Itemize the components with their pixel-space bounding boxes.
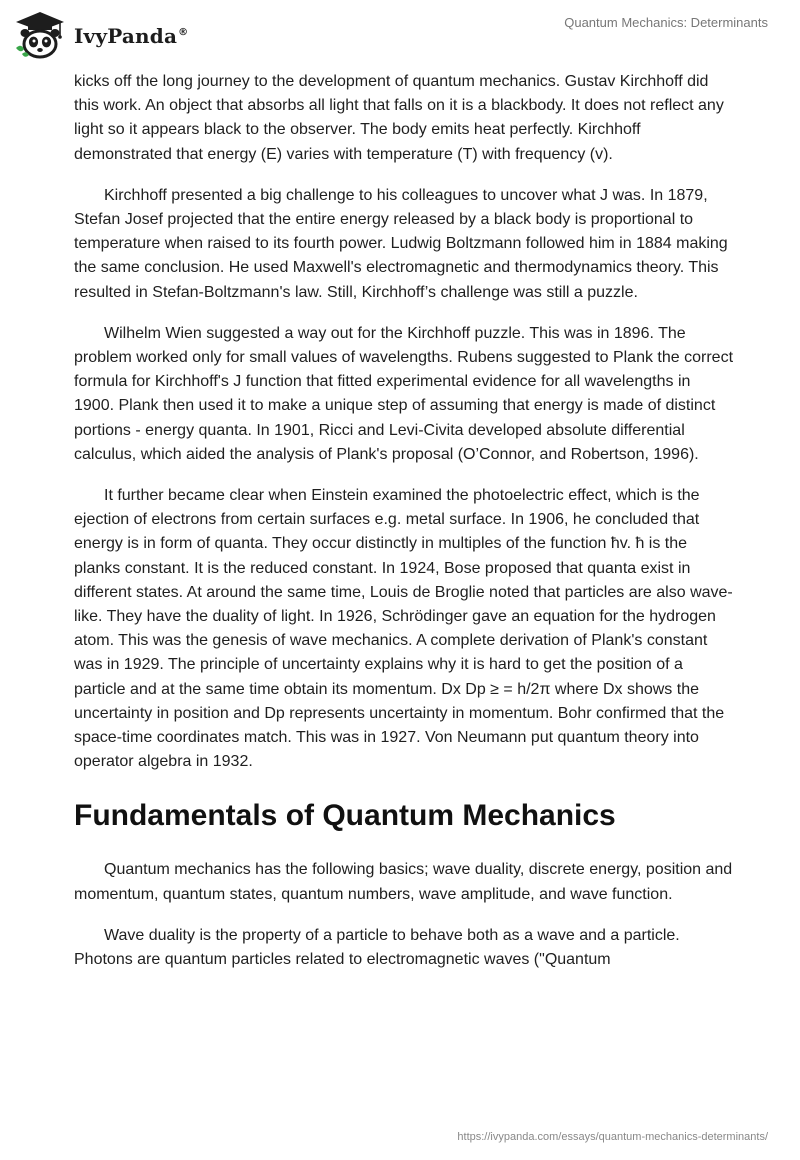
- panda-graduate-icon: [14, 10, 66, 60]
- document-title: Quantum Mechanics: Determinants: [564, 15, 768, 30]
- source-url[interactable]: https://ivypanda.com/essays/quantum-mechanics-determinants/: [457, 1131, 768, 1143]
- brand-name: [74, 24, 188, 48]
- paragraph: Quantum mechanics has the following basics; wave duality, discrete energy, position and momentum, quantum states, quantum numbers, wave amplitude, and wave function.: [74, 861, 733, 903]
- paragraph: It further became clear when Einstein examined the photoelectric effect, which is the ejection of electrons from certain surfaces e.g. metal surface. In 1906, he concluded that energy is in form of quanta. They occur distinctly in multiples of the function ħv. ħ is the planks constant. It is the reduced constant. In 1924, Bose proposed that quanta exist in different states. At around the same time, Louis de Broglie noted that particles are also wave-like. They have the duality of light. In 1926, Schrödinger gave an equation for the hydrogen atom. This was the genesis of wave mechanics. A complete derivation of Plank's constant was in 1929. The principle of uncertainty explains why it is hard to get the position of a particle and at the same time obtain its momentum. Dx Dp ≥ = h/2π where Dx shows the uncertainty in position and Dp represents uncertainty in momentum. Bohr confirmed that the space-time coordinates match. This was in 1927. Von Neumann put quantum theory into operator algebra in 1932.: [74, 487, 733, 771]
- paragraph: Wilhelm Wien suggested a way out for the Kirchhoff puzzle. This was in 1896. The problem worked only for small values of wavelengths. Rubens suggested to Plank the correct formula for Kirchhoff's J function that fitted experimental evidence for all wavelengths in 1900. Plank then used it to make a unique step of assuming that energy is made of distinct portions - energy quanta. In 1901, Ricci and Levi-Civita developed absolute differential calculus, which aided the analysis of Plank's proposal (O’Connor, and Robertson, 1996).: [74, 324, 734, 463]
- paragraph-continued: kicks off the long journey to the development of quantum mechanics. Gustav Kirchhoff did this work. An object that absorbs all light that falls on it is a blackbody. It does not reflect any light so it appears black to the observer. The body emits heat perfectly. Kirchhoff demonstrated that energy (E) varies with temperature (T) with frequency (v).: [74, 73, 724, 163]
- brand-logo[interactable]: [14, 10, 188, 60]
- page-header: [0, 0, 800, 70]
- section-heading: Fundamentals of Quantum Mechanics: [74, 799, 616, 833]
- registered-mark: ®: [178, 27, 189, 39]
- brand-name-text: IvyPanda: [74, 24, 178, 48]
- paragraph: Wave duality is the property of a particle to behave both as a wave and a particle. Photons are quantum particles related to electromagnetic waves ("Quantum: [74, 926, 680, 969]
- paragraph: Kirchhoff presented a big challenge to his colleagues to uncover what J was. In 1879, Stefan Josef projected that the entire energy released by a black body is proportional to temperature when raised to its fourth power. Ludwig Boltzmann followed him in 1884 making the same conclusion. He used Maxwell's electromagnetic and thermodynamics theory. This resulted in Stefan-Boltzmann's law. Still, Kirchhoff’s challenge was still a puzzle.: [74, 186, 728, 301]
- essay-content: [74, 70, 734, 989]
